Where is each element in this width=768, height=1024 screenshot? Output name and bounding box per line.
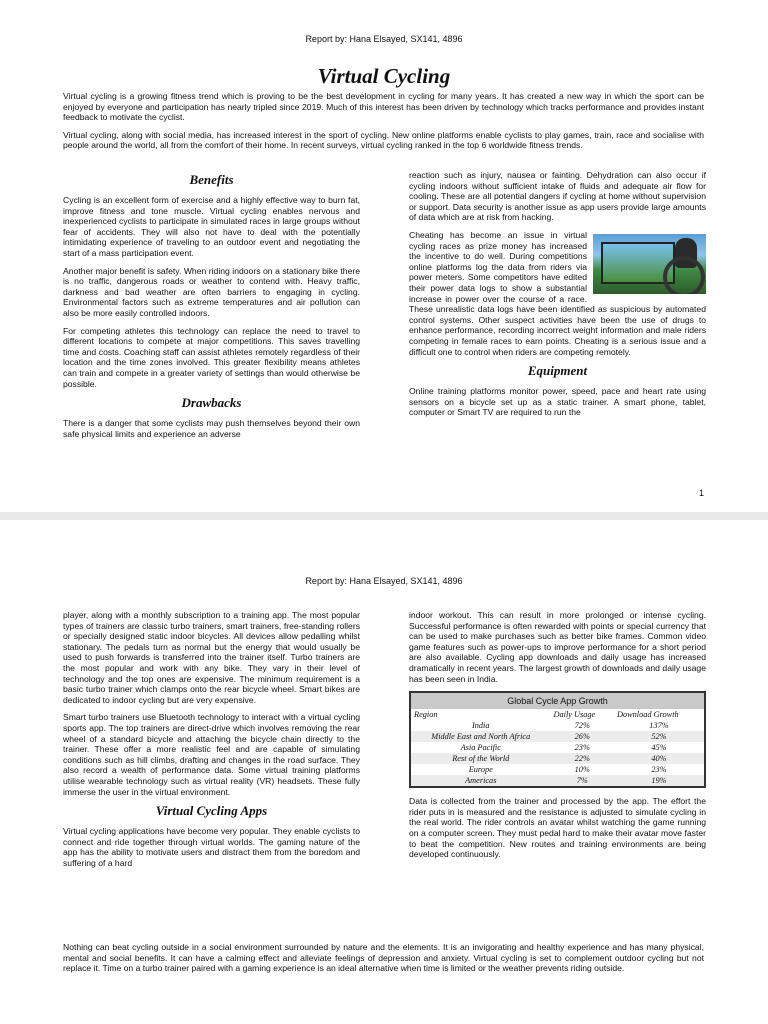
- closing-paragraph: Nothing can beat cycling outside in a social environment surrounded by nature and the elements. It is an invigorating and healthy experience and has many physical, mental and social benefits. It can have a calming effect and alleviate feelings of depression and anxiety. Virtual cycling is set to complement outdoor cycling but not replace it. Time on a turbo trainer paired with a gaming experience is an ideal alternative when time is limited or the weather prevents riding outside.: [63, 942, 704, 974]
- region-cell: Asia Pacific: [460, 743, 501, 753]
- section-heading-apps: Virtual Cycling Apps: [155, 803, 268, 819]
- region-cell: Americas: [411, 775, 551, 786]
- daily-usage-cell: 26%: [551, 731, 614, 742]
- virtual-cycling-photo: [593, 234, 706, 294]
- daily-usage-cell: 23%: [574, 743, 590, 753]
- section-heading-drawbacks: Drawbacks: [181, 395, 242, 411]
- right-column: [409, 170, 706, 425]
- benefits-paragraph: Another major benefit is safety. When riding indoors on a stationary bike there is no traffic, dangerous roads or weather to contend with. Heavy traffic, darkness and bad weather are often barriers to engaging in cycling. Environmental factors such as extreme temperatures and air pollution can also be more easily controlled indoors.: [63, 265, 360, 318]
- region-cell: Rest of the World: [411, 753, 551, 764]
- document-title: Virtual Cycling: [317, 64, 451, 88]
- download-growth-cell: 23%: [651, 765, 667, 775]
- table-row: [411, 731, 704, 742]
- drawbacks-paragraph: There is a danger that some cyclists may push themselves beyond their own safe physical limits and experience an adverse: [63, 418, 360, 439]
- region-cell: India: [472, 721, 490, 731]
- header-daily-usage: Daily Usage: [551, 709, 614, 720]
- section-heading-benefits: Benefits: [189, 172, 234, 187]
- table-row: [411, 742, 704, 753]
- intro-paragraph: Virtual cycling is a growing fitness trend which is proving to be the best development in cycling for many years. It has created a new way in which the sport can be enjoyed by everyone and participation has nearly tripled since 2019. Much of this interest has been driven by technology which tracks performance and provides instant feedback to motivate the cyclist.: [63, 91, 704, 123]
- download-growth-cell: 137%: [649, 721, 669, 731]
- daily-usage-cell: 72%: [574, 721, 590, 731]
- header-download-growth: Download Growth: [614, 709, 704, 720]
- intro-section: [63, 91, 704, 158]
- closing-section: [63, 942, 704, 981]
- table-row: [411, 764, 704, 775]
- smart-trainers-paragraph: Smart turbo trainers use Bluetooth technology to interact with a virtual cycling sports app. The top trainers are direct-drive which involves removing the rear wheel of a standard bicycle and attaching the bicycle chain directly to the trainer. These offer a more realistic feel and are capable of simulating conditions such as hill climbs, drafting and changes in the road surface. They also record a wealth of performance data. Some virtual training platforms utilise wearable technology such as virtual reality (VR) headsets. These fully immerse the user in the virtual environment.: [63, 712, 360, 797]
- page-2: [0, 520, 768, 1024]
- page-number: 1: [698, 488, 704, 498]
- download-growth-cell: 45%: [651, 743, 667, 753]
- intro-paragraph: Virtual cycling, along with social media, has increased interest in the sport of cycling. New online platforms enable cyclists to play games, train, race and socialise with people around the world, all from the comfort of their home. In recent surveys, virtual cycling ranked in the top 6 worldwide fitness trends.: [63, 129, 704, 151]
- daily-usage-cell: 7%: [551, 775, 614, 786]
- apps-continued-paragraph: indoor workout. This can result in more prolonged or intense cycling. Successful performance is often rewarded with points or special currency that can be used to make purchases such as better bike frames. Common video game features such as power-ups to improve performance for a short period are also available. Cycling app downloads and daily usage has increased dramatically in recent years. The largest growth of downloads and daily usage has been seen in India.: [409, 610, 706, 684]
- left-column: [63, 170, 360, 446]
- equipment-paragraph: Online training platforms monitor power, speed, pace and heart rate using sensors on a bicycle set up as a static trainer. A smart phone, tablet, computer or Smart TV are required to run the: [409, 386, 706, 418]
- download-growth-cell: 19%: [614, 775, 704, 786]
- drawbacks-continued-paragraph: reaction such as injury, nausea or fainting. Dehydration can also occur if cycling indoors without sufficient intake of fluids and adequate air flow for cooling. These are all potential dangers if cycling at home without supervision or support. Data security is another issue as app users provide large amounts of data which are at risk from hacking.: [409, 170, 706, 223]
- section-heading-equipment: Equipment: [527, 363, 588, 379]
- table-row: [411, 775, 704, 786]
- right-column: [409, 610, 706, 867]
- table-row: [411, 720, 704, 731]
- download-growth-cell: 52%: [614, 731, 704, 742]
- page-header: Report by: Hana Elsayed, SX141, 4896: [305, 34, 463, 44]
- app-growth-table: [411, 693, 704, 786]
- header-region: Region: [411, 709, 551, 720]
- apps-paragraph: Virtual cycling applications have become very popular. They enable cyclists to connect and ride together through virtual worlds. The gaming nature of the app has the ability to motivate users and distract them from the boredom and suffering of a hard: [63, 826, 360, 868]
- table-row: [411, 753, 704, 764]
- cheating-paragraph: [409, 230, 706, 357]
- benefits-paragraph: Cycling is an excellent form of exercise and a highly effective way to burn fat, improve fitness and tone muscle. Virtual cycling enables nervous and inexperienced cyclists to participate in simulated races in large groups without fear of accidents. They will also not have to deal with the potentially intimidating experience of traveling to an outdoor event and negotiating the start of a mass participation event.: [63, 195, 360, 258]
- region-cell: Middle East and North Africa: [411, 731, 551, 742]
- app-growth-table-frame: [409, 691, 706, 788]
- trainers-paragraph: player, along with a monthly subscription to a training app. The most popular types of trainers are classic turbo trainers, smart trainers, free-standing rollers or specially designed static indoor bicycles. All devices allow pedalling whilst stationary. The pedals turn as normal but the energy that would usually be used to push forwards is transferred into the trainer itself. Turbo trainers are the most popular and work with any bike. They vary in their level of technology and the top ones are expensive. The minimum requirement is a basic turbo trainer which clamps onto the rear bicycle wheel. Smart bikes are dedicated to indoor cycling but are very expensive.: [63, 610, 360, 705]
- benefits-paragraph: For competing athletes this technology can replace the need to travel to different locations to compete at major competitions. This saves travelling time and costs. Coaching staff can assist athletes remotely regardless of their location and the time zones involved. This greater flexibility means athletes can train and compete in a greater variety of settings than would otherwise be possible.: [63, 325, 360, 389]
- daily-usage-cell: 10%: [574, 765, 590, 775]
- cheating-text: Cheating has become an issue in virtual cycling races as prize money has increased the incentive to do well. During competitions online platforms log the data from riders via power meters. Some competitors have edited their power data logs to show a substantial increase in power over the course of a race. These unrealistic data logs have been identified as suspicious by automated control systems. Other suspect activities have been the use of drugs to enhance performance, recording incorrect weight information and male riders competing in female races to earn points. Cheating is a serious issue and a difficult one to control when riders are competing remotely.: [409, 229, 706, 357]
- left-column: [63, 610, 360, 875]
- bike-wheel-shape: [663, 256, 705, 294]
- region-cell: Europe: [468, 765, 493, 775]
- page-header: Report by: Hana Elsayed, SX141, 4896: [305, 576, 463, 586]
- data-processing-paragraph: Data is collected from the trainer and processed by the app. The effort the rider puts in is measured and the resistance is adjusted to simulate cycling in the real world. The rider controls an avatar whilst watching the game running on a computer screen. They must pedal hard to make their avatar move faster to beat the competition. New routes and training environments are being developed continuously.: [409, 796, 706, 860]
- download-growth-cell: 40%: [614, 753, 704, 764]
- table-caption: Global Cycle App Growth: [411, 693, 704, 709]
- daily-usage-cell: 22%: [551, 753, 614, 764]
- table-header-row: [411, 709, 704, 720]
